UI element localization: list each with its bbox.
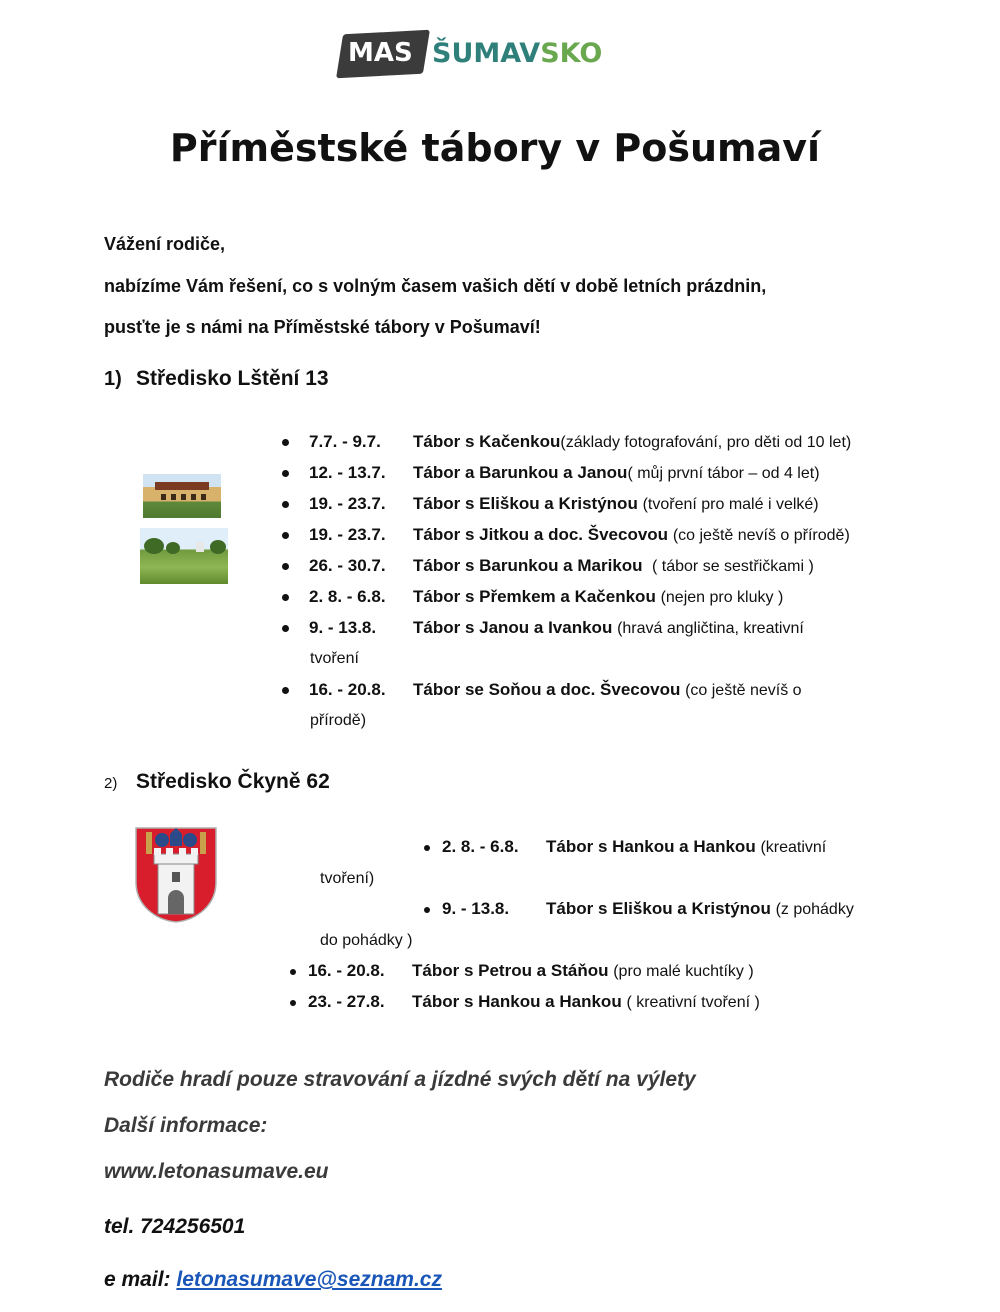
website-text: www.letonasumave.eu xyxy=(104,1160,329,1183)
bullet-icon xyxy=(282,625,289,632)
list-item xyxy=(282,494,819,514)
list-item xyxy=(282,556,814,576)
camp-date: 9. - 13.8. xyxy=(442,899,510,918)
chateau-photo xyxy=(143,474,221,518)
camp-note: ( tábor se sestřičkami ) xyxy=(652,558,814,575)
list-item xyxy=(424,899,854,919)
page-title: Příměstské tábory v Pošumaví xyxy=(169,126,821,170)
landscape-photo xyxy=(140,528,228,584)
bullet-icon xyxy=(282,439,289,446)
payment-note: Rodiče hradí pouze stravování a jízdné svých dětí na výlety xyxy=(104,1068,696,1091)
mas-sumavsko-logo xyxy=(340,28,603,84)
list-item-continuation: tvoření) xyxy=(320,870,375,887)
intro-line-2: nabízíme Vám řešení, co s volným časem vašich dětí v době letních prázdnin, xyxy=(104,276,767,296)
list-item xyxy=(282,680,802,700)
camp-name: Tábor s Eliškou a Kristýnou xyxy=(413,494,638,513)
info-label: Další informace: xyxy=(104,1114,268,1137)
bullet-icon xyxy=(282,532,289,539)
intro-line-3: pusťte je s námi na Příměstské tábory v Pošumaví! xyxy=(104,317,541,337)
bullet-icon xyxy=(282,470,289,477)
camp-note: ( můj první tábor – od 4 let) xyxy=(627,465,820,482)
camp-name: Tábor s Kačenkou xyxy=(413,432,561,451)
camp-note: (základy fotografování, pro děti od 10 let) xyxy=(560,434,852,451)
camp-note: (kreativní xyxy=(760,839,827,856)
coat-of-arms-icon xyxy=(132,824,220,924)
camp-date: 16. - 20.8. xyxy=(308,961,385,980)
section1-number: 1) xyxy=(104,368,122,390)
bullet-icon xyxy=(290,1000,296,1006)
list-item xyxy=(282,618,804,638)
camp-name: Tábor s Hankou a Hankou xyxy=(546,837,756,856)
camp-name: Tábor s Jitkou a doc. Švecovou xyxy=(413,525,669,544)
camp-date: 2. 8. - 6.8. xyxy=(309,587,386,606)
camp-note: (co ještě nevíš o xyxy=(685,682,802,699)
logo-mas-text: MAS xyxy=(348,38,413,68)
camp-name: Tábor s Janou a Ivankou xyxy=(413,618,613,637)
camp-date: 19. - 23.7. xyxy=(309,494,386,513)
camp-name: Tábor s Hankou a Hankou xyxy=(412,992,622,1011)
camp-name: Tábor s Petrou a Stáňou xyxy=(412,961,609,980)
camp-date: 2. 8. - 6.8. xyxy=(442,837,519,856)
camp-date: 23. - 27.8. xyxy=(308,992,385,1011)
list-item xyxy=(282,463,820,483)
list-item-continuation: do pohádky ) xyxy=(320,932,413,949)
camp-date: 7.7. - 9.7. xyxy=(309,432,381,451)
bullet-icon xyxy=(282,563,289,570)
email-label: e mail: xyxy=(104,1268,171,1291)
list-item-continuation: tvoření xyxy=(310,650,359,667)
phone-text: tel. 724256501 xyxy=(104,1215,246,1238)
list-item xyxy=(424,837,826,857)
email-link[interactable]: letonasumave@seznam.cz xyxy=(176,1268,442,1291)
camp-name: Tábor s Barunkou a Marikou xyxy=(413,556,643,575)
list-item xyxy=(282,432,851,452)
list-item xyxy=(282,525,850,545)
camp-date: 16. - 20.8. xyxy=(309,680,386,699)
list-item xyxy=(290,961,754,981)
email-line xyxy=(104,1268,442,1292)
list-item xyxy=(282,587,783,607)
camp-note: (co ještě nevíš o přírodě) xyxy=(672,527,850,544)
camp-date: 12. - 13.7. xyxy=(309,463,386,482)
intro-greeting: Vážení rodiče, xyxy=(104,234,226,254)
camp-date: 26. - 30.7. xyxy=(309,556,386,575)
bullet-icon xyxy=(290,969,296,975)
camp-name: Tábor s Eliškou a Kristýnou xyxy=(546,899,771,918)
camp-name: Tábor se Soňou a doc. Švecovou xyxy=(413,680,681,699)
list-item-continuation: přírodě) xyxy=(310,712,367,729)
camp-note: ( kreativní tvoření ) xyxy=(626,994,760,1011)
camp-name: Tábor a Barunkou a Janou xyxy=(413,463,628,482)
camp-note: (tvoření pro malé i velké) xyxy=(642,496,819,513)
camp-note: (hravá angličtina, kreativní xyxy=(617,620,804,637)
camp-date: 9. - 13.8. xyxy=(309,618,377,637)
bullet-icon xyxy=(424,907,430,913)
section2-heading: Středisko Čkyně 62 xyxy=(136,770,330,793)
camp-note: (nejen pro kluky ) xyxy=(660,589,784,606)
section2-number: 2) xyxy=(104,775,118,792)
camp-note: (z pohádky xyxy=(775,901,854,918)
bullet-icon xyxy=(424,845,430,851)
list-item xyxy=(290,992,760,1012)
bullet-icon xyxy=(282,687,289,694)
bullet-icon xyxy=(282,594,289,601)
logo-sumavsko-text: ŠUMAVSKO xyxy=(432,38,603,69)
bullet-icon xyxy=(282,501,289,508)
section1-heading: Středisko Lštění 13 xyxy=(136,367,329,390)
camp-name: Tábor s Přemkem a Kačenkou xyxy=(413,587,656,606)
camp-note: (pro malé kuchtíky ) xyxy=(613,963,754,980)
camp-date: 19. - 23.7. xyxy=(309,525,386,544)
